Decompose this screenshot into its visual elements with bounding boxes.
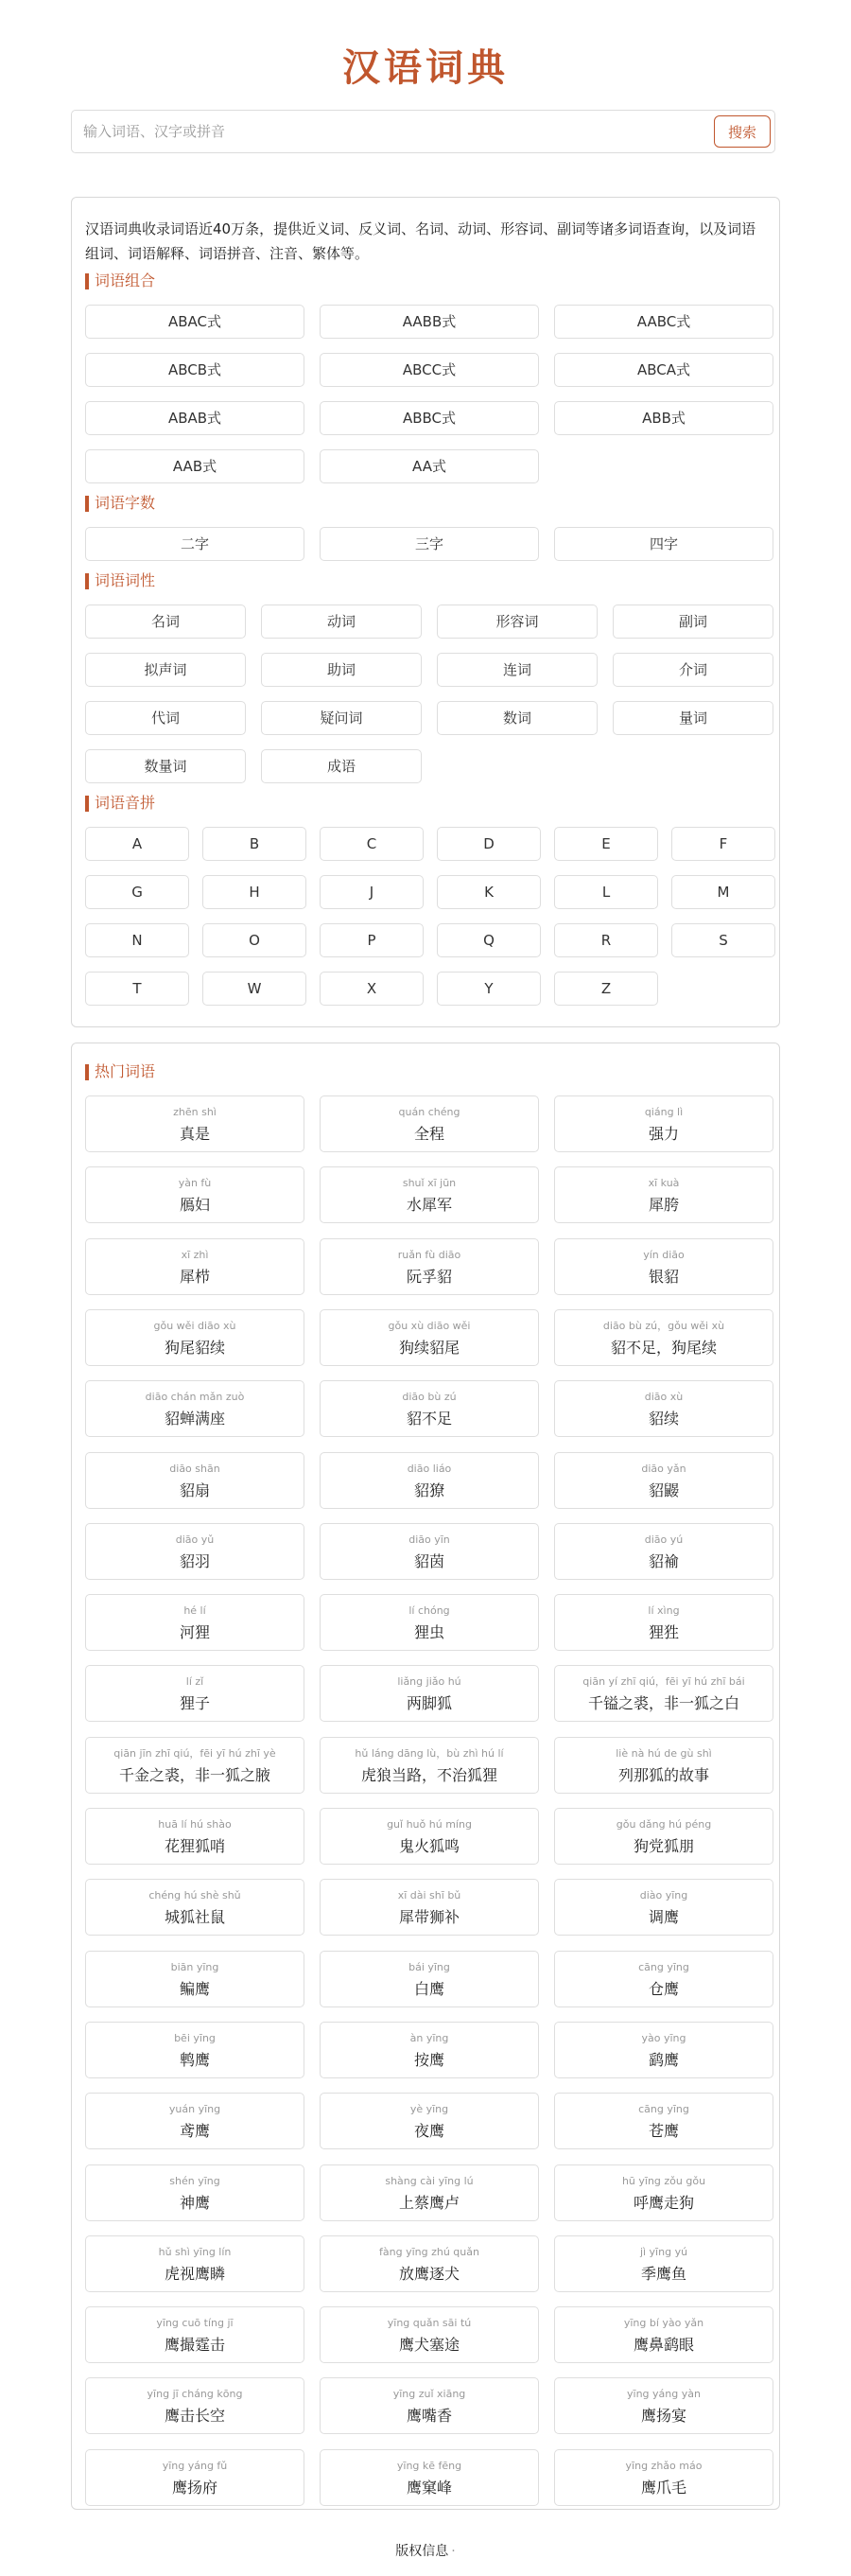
hot-word-text: 鹞鹰 (648, 2050, 679, 2069)
hot-word-text: 鹰嘴香 (406, 2407, 452, 2426)
hot-word-text: 貂蝉满座 (164, 1410, 225, 1428)
pinyin-button[interactable]: R (554, 923, 658, 957)
hot-word-text: 狸虫 (413, 1623, 444, 1642)
hot-word-pinyin: yīng cuō tíng jī (156, 2317, 234, 2330)
pinyin-button[interactable]: O (202, 923, 306, 957)
hot-word-pinyin: diāo liáo (407, 1462, 452, 1475)
hot-word-text: 鹰扬宴 (640, 2407, 686, 2426)
hot-word-text: 貂鼹 (648, 1481, 679, 1499)
pinyin-button[interactable]: H (202, 875, 306, 909)
hot-word-pinyin: diào yīng (639, 1889, 688, 1902)
hot-word-text: 鸢鹰 (179, 2122, 210, 2141)
hot-word-text: 鹰扬府 (171, 2478, 217, 2497)
pos-button[interactable]: 数词 (437, 701, 598, 735)
hot-word-text: 银貂 (648, 1267, 679, 1286)
hot-word-pinyin: liè nà hú de gù shì (616, 1746, 712, 1760)
hot-word-pinyin: diāo bù zú，gǒu wěi xù (602, 1319, 725, 1332)
hot-word-pinyin: hū yīng zǒu gǒu (621, 2174, 706, 2187)
hot-word-pinyin: qiáng lì (644, 1106, 684, 1118)
hot-word-item[interactable] (320, 1951, 539, 2007)
hot-word-pinyin: chéng hú shè shǔ (148, 1889, 241, 1902)
pinyin-button[interactable]: Y (437, 972, 541, 1006)
hot-word-pinyin: diāo yīn (408, 1533, 450, 1546)
hot-word-pinyin: yīng yáng yàn (627, 2388, 701, 2401)
hot-word-item[interactable] (320, 2164, 539, 2221)
hot-word-pinyin: lí zǐ (185, 1675, 204, 1689)
hot-word-item[interactable] (320, 2449, 539, 2506)
hot-word-item[interactable] (85, 2164, 304, 2221)
hot-word-pinyin: yīng quǎn sāi tú (387, 2317, 472, 2330)
hot-word-item[interactable] (85, 1452, 304, 1509)
hot-word-text: 虎视鹰瞵 (164, 2264, 225, 2283)
hot-word-text: 貂羽 (179, 1551, 210, 1570)
hot-word-pinyin: shàng cài yīng lú (385, 2174, 474, 2187)
hot-word-text: 鳊鹰 (179, 1979, 210, 1998)
hot-word-item[interactable] (320, 1594, 539, 1651)
hot-word-text: 貂不足，狗尾续 (610, 1338, 717, 1357)
hot-word-text: 按鹰 (413, 2050, 444, 2069)
hot-word-text: 全程 (413, 1125, 444, 1143)
hot-word-pinyin: yīng kē fēng (396, 2459, 462, 2472)
hot-word-text: 狸狌 (648, 1623, 679, 1642)
combo-button[interactable]: AAB式 (85, 449, 304, 483)
hot-word-pinyin: xī kuà (648, 1177, 680, 1190)
combo-button[interactable]: ABAB式 (85, 401, 304, 435)
hot-word-text: 鬼火狐鸣 (398, 1837, 460, 1855)
combo-button[interactable]: ABB式 (554, 401, 773, 435)
hot-word-item[interactable] (554, 1309, 773, 1366)
hot-word-text: 两脚狐 (406, 1694, 452, 1713)
pinyin-button[interactable]: Z (554, 972, 658, 1006)
hot-word-item[interactable] (85, 1737, 304, 1794)
hot-word-pinyin: yuán yīng (168, 2103, 221, 2116)
hot-word-pinyin: shuǐ xī jūn (402, 1177, 457, 1190)
hot-word-item[interactable] (85, 1951, 304, 2007)
hot-word-item[interactable] (320, 2306, 539, 2363)
pos-button[interactable]: 助词 (261, 653, 422, 687)
hot-word-text: 花狸狐哨 (164, 1837, 225, 1855)
hot-word-pinyin: yào yīng (641, 2031, 686, 2044)
hot-word-text: 千镒之裘，非一狐之白 (587, 1694, 739, 1713)
hot-word-item[interactable] (320, 1380, 539, 1437)
hot-word-item[interactable] (554, 1523, 773, 1580)
pinyin-button[interactable]: E (554, 827, 658, 861)
hot-word-item[interactable] (554, 1238, 773, 1295)
footer-dot: · (451, 2544, 456, 2559)
hot-word-text: 鹰撮霆击 (164, 2336, 225, 2355)
pos-button[interactable]: 连词 (437, 653, 598, 687)
pos-button[interactable]: 动词 (261, 605, 422, 639)
count-button[interactable]: 三字 (320, 527, 539, 561)
hot-word-pinyin: jì yīng yú (639, 2245, 688, 2258)
hot-word-text: 仓鹰 (648, 1979, 679, 1998)
hot-word-text: 貂茵 (413, 1551, 444, 1570)
hot-word-item[interactable] (85, 1095, 304, 1152)
pos-button[interactable]: 量词 (613, 701, 773, 735)
section-title-count: 词语字数 (85, 494, 155, 513)
hot-word-pinyin: fàng yīng zhú quǎn (379, 2245, 479, 2258)
hot-word-item[interactable] (554, 1808, 773, 1865)
hot-word-item[interactable] (85, 2306, 304, 2363)
combo-button[interactable]: AABC式 (554, 305, 773, 339)
pinyin-button[interactable]: T (85, 972, 189, 1006)
hot-word-pinyin: hǔ shì yīng lín (158, 2245, 232, 2258)
hot-word-item[interactable] (320, 1095, 539, 1152)
hot-word-text: 貂獠 (413, 1481, 444, 1499)
hot-word-item[interactable] (320, 1808, 539, 1865)
hot-word-pinyin: ruǎn fù diāo (397, 1248, 461, 1261)
hot-word-pinyin: gǒu wěi diāo xù (153, 1319, 236, 1332)
pinyin-button[interactable]: W (202, 972, 306, 1006)
hot-word-item[interactable] (320, 1452, 539, 1509)
hot-word-item[interactable] (320, 1166, 539, 1223)
pos-button[interactable]: 数量词 (85, 749, 246, 783)
combo-button[interactable]: AA式 (320, 449, 539, 483)
hot-word-item[interactable] (85, 2377, 304, 2434)
hot-word-text: 白鹰 (413, 1979, 444, 1998)
pinyin-button[interactable]: N (85, 923, 189, 957)
hot-word-item[interactable] (554, 2377, 773, 2434)
hot-word-pinyin: yīng zhǎo máo (625, 2459, 703, 2472)
hot-word-item[interactable] (320, 2093, 539, 2149)
hot-word-item[interactable] (85, 1238, 304, 1295)
combo-button[interactable]: AABB式 (320, 305, 539, 339)
hot-word-text: 貂不足 (406, 1410, 452, 1428)
hot-word-text: 狗续貂尾 (398, 1338, 460, 1357)
hot-word-item[interactable] (320, 1737, 539, 1794)
hot-word-pinyin: diāo yǎn (641, 1462, 686, 1475)
copyright-link[interactable]: 版权信息 (395, 2544, 449, 2559)
hot-word-item[interactable] (85, 2449, 304, 2506)
hot-word-text: 狗尾貂续 (164, 1338, 225, 1357)
hot-word-text: 河狸 (179, 1623, 210, 1642)
pos-button[interactable]: 疑问词 (261, 701, 422, 735)
combo-button[interactable]: ABBC式 (320, 401, 539, 435)
hot-word-text: 水犀军 (406, 1196, 452, 1215)
search-bar (71, 110, 775, 153)
hot-word-pinyin: biān yīng (170, 1960, 219, 1973)
pos-button[interactable]: 拟声词 (85, 653, 246, 687)
hot-word-pinyin: hǔ láng dāng lù，bù zhì hú lí (355, 1746, 504, 1760)
pinyin-button[interactable]: K (437, 875, 541, 909)
hot-word-text: 季鹰鱼 (640, 2264, 686, 2283)
search-button[interactable]: 搜索 (714, 115, 771, 148)
section-title-pinyin: 词语音拼 (85, 794, 155, 813)
pinyin-button[interactable]: S (671, 923, 775, 957)
pos-button[interactable]: 副词 (613, 605, 773, 639)
pinyin-button[interactable]: J (320, 875, 424, 909)
hot-word-text: 犀胯 (648, 1196, 679, 1215)
hot-word-item[interactable] (554, 2093, 773, 2149)
hot-word-text: 犀带狮补 (398, 1908, 460, 1927)
hot-word-text: 千金之裘，非一狐之腋 (118, 1765, 270, 1784)
hot-word-text: 鹰爪毛 (640, 2478, 686, 2497)
pinyin-button[interactable]: F (671, 827, 775, 861)
hot-word-item[interactable] (320, 1523, 539, 1580)
pinyin-button[interactable]: B (202, 827, 306, 861)
hot-word-text: 神鹰 (179, 2193, 210, 2212)
hot-word-text: 鹰窠峰 (406, 2478, 452, 2497)
pinyin-button[interactable]: X (320, 972, 424, 1006)
hot-word-pinyin: diāo yǔ (175, 1533, 215, 1546)
hot-word-item[interactable] (554, 1166, 773, 1223)
hot-word-pinyin: hé lí (183, 1604, 206, 1618)
hot-word-pinyin: diāo bù zú (402, 1391, 457, 1404)
hot-word-text: 鴈妇 (179, 1196, 210, 1215)
pos-button[interactable]: 形容词 (437, 605, 598, 639)
section-title-pos: 词语词性 (85, 571, 155, 590)
hot-word-text: 鹰击长空 (164, 2407, 225, 2426)
category-card (71, 197, 780, 1027)
hot-word-item[interactable] (85, 1879, 304, 1936)
hot-word-item[interactable] (85, 2235, 304, 2292)
pinyin-button[interactable]: P (320, 923, 424, 957)
hot-word-item[interactable] (320, 1879, 539, 1936)
hot-word-pinyin: yàn fù (178, 1177, 212, 1190)
footer (0, 2541, 851, 2560)
hot-word-item[interactable] (554, 2449, 773, 2506)
hot-word-text: 貂续 (648, 1410, 679, 1428)
hot-word-pinyin: lí chóng (408, 1604, 450, 1618)
pos-button[interactable]: 介词 (613, 653, 773, 687)
hot-word-pinyin: yín diāo (643, 1248, 685, 1261)
hot-word-item[interactable] (85, 1808, 304, 1865)
intro-text: 汉语词典收录词语近40万条，提供近义词、反义词、名词、动词、形容词、副词等诸多词语查询，以及词语组词、词语解释、词语拼音、注音、繁体等。 (85, 220, 756, 262)
hot-word-pinyin: qiān jīn zhī qiú，fēi yī hú zhī yè (113, 1746, 276, 1760)
hot-word-pinyin: cāng yīng (638, 2103, 689, 2116)
hot-word-item[interactable] (85, 1309, 304, 1366)
hot-word-text: 列那狐的故事 (617, 1765, 709, 1784)
hot-word-pinyin: quán chéng (398, 1106, 460, 1118)
count-button[interactable]: 四字 (554, 527, 773, 561)
pinyin-button[interactable]: G (85, 875, 189, 909)
hot-word-text: 狗党狐朋 (633, 1837, 694, 1855)
pos-button[interactable]: 成语 (261, 749, 422, 783)
search-input[interactable] (83, 111, 651, 152)
hot-word-pinyin: zhēn shì (173, 1106, 217, 1118)
hot-word-item[interactable] (85, 1523, 304, 1580)
hot-word-text: 阮孚貂 (406, 1267, 452, 1286)
pinyin-button[interactable]: C (320, 827, 424, 861)
hot-word-item[interactable] (320, 1238, 539, 1295)
pinyin-button[interactable]: Q (437, 923, 541, 957)
hot-word-pinyin: gǒu dǎng hú péng (616, 1818, 712, 1831)
hot-word-text: 真是 (179, 1125, 210, 1143)
hot-word-pinyin: bēi yīng (174, 2031, 216, 2044)
hot-word-text: 犀栉 (179, 1267, 210, 1286)
site-logo[interactable]: 汉语词典 (342, 45, 509, 90)
hot-word-item[interactable] (554, 1452, 773, 1509)
hot-word-pinyin: liǎng jiǎo hú (397, 1675, 461, 1689)
hot-word-pinyin: àn yīng (409, 2031, 449, 2044)
hot-word-text: 貂扇 (179, 1481, 210, 1499)
combo-button[interactable]: ABCC式 (320, 353, 539, 387)
hot-word-pinyin: diāo chán mǎn zuò (145, 1391, 245, 1404)
combo-button[interactable]: ABAC式 (85, 305, 304, 339)
hot-word-item[interactable] (320, 1665, 539, 1722)
pinyin-button[interactable]: M (671, 875, 775, 909)
hot-word-item[interactable] (85, 1380, 304, 1437)
hot-word-item[interactable] (320, 2235, 539, 2292)
hot-word-pinyin: cāng yīng (638, 1960, 689, 1973)
hot-word-text: 调鹰 (648, 1908, 679, 1927)
hot-word-item[interactable] (554, 2164, 773, 2221)
hot-word-text: 城狐社鼠 (164, 1908, 225, 1927)
hot-word-text: 放鹰逐犬 (398, 2264, 460, 2283)
combo-button[interactable]: ABCA式 (554, 353, 773, 387)
hot-word-item[interactable] (554, 2022, 773, 2078)
hot-word-text: 鹎鹰 (179, 2050, 210, 2069)
pinyin-button[interactable]: A (85, 827, 189, 861)
hot-word-text: 鹰鼻鹞眼 (633, 2336, 694, 2355)
hot-word-pinyin: guǐ huǒ hú míng (387, 1818, 472, 1831)
hot-word-pinyin: yīng yáng fǔ (162, 2459, 228, 2472)
hot-word-item[interactable] (554, 1665, 773, 1722)
hot-word-text: 貂褕 (648, 1551, 679, 1570)
hot-word-text: 强力 (648, 1125, 679, 1143)
pinyin-button[interactable]: L (554, 875, 658, 909)
count-button[interactable]: 二字 (85, 527, 304, 561)
hot-word-pinyin: yīng zuǐ xiāng (392, 2388, 466, 2401)
hot-word-item[interactable] (85, 2022, 304, 2078)
hot-word-pinyin: xī zhì (181, 1248, 209, 1261)
hot-word-text: 夜鹰 (413, 2122, 444, 2141)
hot-word-text: 上蔡鹰卢 (398, 2193, 460, 2212)
hot-word-item[interactable] (554, 1594, 773, 1651)
pos-button[interactable]: 代词 (85, 701, 246, 735)
hot-words-card (71, 1043, 780, 2510)
hot-word-item[interactable] (320, 2377, 539, 2434)
hot-word-text: 呼鹰走狗 (633, 2193, 694, 2212)
hot-word-text: 苍鹰 (648, 2122, 679, 2141)
hot-word-item[interactable] (85, 2093, 304, 2149)
hot-word-item[interactable] (320, 1309, 539, 1366)
hot-word-pinyin: diāo yú (644, 1533, 684, 1546)
hot-word-text: 鹰犬塞途 (398, 2336, 460, 2355)
hot-word-pinyin: huā lí hú shào (158, 1818, 232, 1831)
hot-word-item[interactable] (554, 2235, 773, 2292)
section-title-hot: 热门词语 (85, 1062, 155, 1081)
hot-word-item[interactable] (554, 1879, 773, 1936)
hot-word-pinyin: yīng bí yào yǎn (623, 2317, 704, 2330)
hot-word-item[interactable] (554, 1380, 773, 1437)
hot-word-item[interactable] (554, 2306, 773, 2363)
hot-word-pinyin: bái yīng (408, 1960, 450, 1973)
hot-word-item[interactable] (554, 1951, 773, 2007)
hot-word-item[interactable] (85, 1166, 304, 1223)
pinyin-button[interactable]: D (437, 827, 541, 861)
pos-button[interactable]: 名词 (85, 605, 246, 639)
hot-word-item[interactable] (85, 1594, 304, 1651)
section-title-combo: 词语组合 (85, 272, 155, 290)
hot-word-pinyin: yīng jī cháng kōng (147, 2388, 243, 2401)
hot-word-text: 虎狼当路，不治狐狸 (360, 1765, 497, 1784)
hot-word-pinyin: lí xìng (648, 1604, 680, 1618)
hot-word-pinyin: diāo xù (644, 1391, 684, 1404)
hot-word-text: 狸子 (179, 1694, 210, 1713)
hot-word-pinyin: qiān yí zhī qiú，fēi yī hú zhī bái (582, 1675, 745, 1689)
combo-button[interactable]: ABCB式 (85, 353, 304, 387)
hot-word-item[interactable] (85, 1665, 304, 1722)
hot-word-pinyin: gǒu xù diāo wěi (388, 1319, 471, 1332)
hot-word-item[interactable] (554, 1095, 773, 1152)
hot-word-item[interactable] (554, 1737, 773, 1794)
hot-word-pinyin: diāo shān (169, 1462, 220, 1475)
hot-word-pinyin: shén yīng (169, 2174, 220, 2187)
hot-word-pinyin: xī dài shī bǔ (397, 1889, 461, 1902)
hot-word-pinyin: yè yīng (409, 2103, 449, 2116)
hot-word-item[interactable] (320, 2022, 539, 2078)
